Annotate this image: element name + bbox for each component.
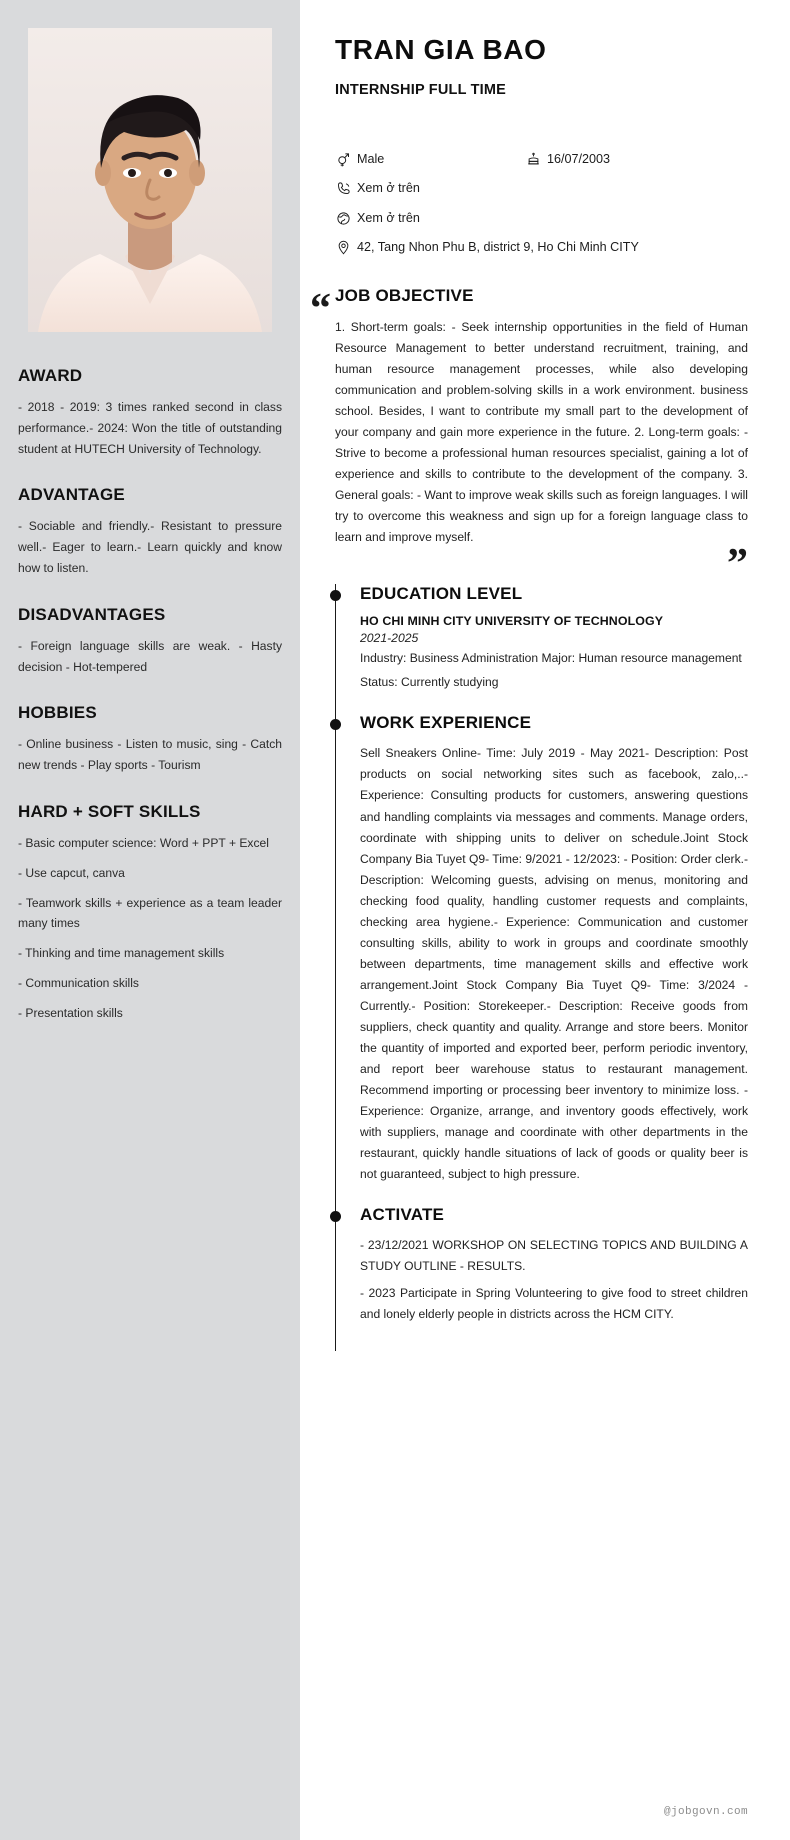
education-status: Status: Currently studying — [360, 675, 499, 690]
sidebar-section-skills — [18, 802, 282, 1024]
contact-birthday-value: 16/07/2003 — [547, 152, 611, 166]
timeline — [335, 584, 748, 1351]
quote-close-icon: ” — [727, 541, 748, 588]
contact-birthday — [525, 150, 610, 168]
phone-icon — [335, 180, 352, 197]
contact-website[interactable] — [335, 209, 420, 227]
quote-open-icon: “ — [310, 286, 331, 332]
section-body-advantage: - Sociable and friendly.- Resistant to pressure well.- Eager to learn.- Learn quickly and know how to listen. — [18, 519, 282, 575]
job-position-subtitle: INTERNSHIP FULL TIME — [335, 82, 507, 98]
contact-phone-value: Xem ở trên — [357, 181, 420, 196]
activate-line: - 23/12/2021 WORKSHOP ON SELECTING TOPICS AND BUILDING A STUDY OUTLINE - RESULTS. — [360, 1238, 748, 1274]
education-detail: Industry: Business Administration Major: Human resource management — [360, 651, 742, 666]
contact-row-website — [335, 209, 748, 227]
section-education-level — [360, 584, 748, 713]
skills-list — [18, 833, 282, 1024]
activate-line: - 2023 Participate in Spring Volunteering to give food to street children and lonely elderly people in districts across the HCM CITY. — [360, 1286, 748, 1322]
section-title-activate: ACTIVATE — [360, 1205, 445, 1225]
section-title-education: EDUCATION LEVEL — [360, 584, 523, 604]
sidebar-section-hobbies — [18, 703, 282, 776]
section-title-hobbies: HOBBIES — [18, 703, 97, 723]
section-title-disadvantages: DISADVANTAGES — [18, 604, 166, 624]
contact-address-value: 42, Tang Nhon Phu B, district 9, Ho Chi Minh CITY — [357, 239, 639, 254]
section-title-job-objective: JOB OBJECTIVE — [335, 286, 474, 305]
list-item: - Basic computer science: Word + PPT + Excel — [18, 835, 269, 850]
contact-row-phone — [335, 179, 748, 197]
contact-row-address — [335, 238, 748, 256]
page-title: TRAN GIA BAO — [335, 34, 547, 65]
main-column — [300, 0, 790, 1840]
watermark: @jobgovn.com — [663, 1806, 748, 1818]
section-body-job-objective: 1. Short-term goals: - Seek internship opportunities in the field of Human Resource Management to better understand recruitment, training, and human resource management processes, while also developing communication and problem-solving skills in a work environment. business school. Besides, I want to contribute my small part to the development of your company and gain more experience in the future. 2. Long-term goals: - Strive to become a professional human resources specialist, gaining a lot of experience and skills to contribute to the development of the company. 3. General goals: - Want to improve weak skills such as foreign languages. I will try to overcome this weakness and sign up for a foreign language class to learn and improve myself. — [335, 320, 748, 545]
section-title-skills: HARD + SOFT SKILLS — [18, 801, 201, 821]
section-title-award: AWARD — [18, 366, 83, 385]
section-body-work-experience: Sell Sneakers Online- Time: July 2019 - May 2021- Description: Post products on social networking sites such as facebook, zalo,..- Experience: Consulting products for customers, answering questions and handling complaints via messages and comments. Manage orders, coordinate with shipping units to deliver on schedule.Joint Stock Company Bia Tuyet Q9- Time: 9/2021 - 12/2023: - Position: Order clerk.- Description: Welcoming guests, advising on menus, monitoring and checking food quality, handling customer requests and complaints, checking area hygiene.- Experience: Communication and customer consulting skills, ability to work in groups and coordinate smoothly between departments, time management skills and effective work arrangement.Joint Stock Company Bia Tuyet Q9- Time: 3/2024 - Currently.- Position: Storekeeper.- Description: Receive goods from suppliers, check quantity and quality. Arrange and store beers. Monitor the quantity of imported and exported beer, perform periodic inventory, and report beer warehouse status to restaurant management. Recommend importing or processing beer inventory to minimize loss. - Experience: Organize, arrange, and inventory goods effectively, work with suppliers, manage and coordinate with other departments in the restaurant, quickly handle situations of lack of goods or quality beer is not guaranteed, subject to high pressure. — [360, 746, 748, 1182]
section-body-award: - 2018 - 2019: 3 times ranked second in class performance.- 2024: Won the title of outstanding student at HUTECH University of Technology. — [18, 400, 282, 456]
list-item: - Thinking and time management skills — [18, 946, 225, 961]
section-body-hobbies: - Online business - Listen to music, sing - Catch new trends - Play sports - Tourism — [18, 737, 282, 773]
section-title-advantage: ADVANTAGE — [18, 485, 125, 505]
portrait-illustration — [28, 28, 272, 332]
section-job-objective — [310, 286, 748, 588]
contact-address — [335, 238, 639, 256]
sidebar — [0, 0, 300, 1840]
contact-phone[interactable] — [335, 179, 420, 197]
list-item: - Use capcut, canva — [18, 865, 125, 880]
education-school: HO CHI MINH CITY UNIVERSITY OF TECHNOLOGY — [360, 614, 664, 629]
contact-row-gender-birthday — [335, 150, 748, 168]
contact-gender — [335, 150, 525, 168]
profile-photo — [28, 28, 272, 332]
list-item: - Teamwork skills + experience as a team leader many times — [18, 895, 282, 931]
contact-info — [335, 150, 748, 256]
globe-icon — [335, 210, 352, 227]
contact-gender-value: Male — [357, 152, 385, 166]
location-pin-icon — [335, 239, 352, 256]
section-work-experience — [360, 713, 748, 1205]
contact-website-value: Xem ở trên — [357, 210, 420, 225]
sidebar-section-award — [18, 366, 282, 459]
sidebar-section-disadvantages — [18, 605, 282, 678]
section-activate — [360, 1205, 748, 1351]
sidebar-section-advantage — [18, 485, 282, 578]
list-item: - Communication skills — [18, 975, 139, 990]
section-title-work-experience: WORK EXPERIENCE — [360, 713, 532, 733]
birthday-cake-icon — [525, 151, 542, 168]
section-body-disadvantages: - Foreign language skills are weak. - Hasty decision - Hot-tempered — [18, 638, 282, 674]
gender-male-icon — [335, 151, 352, 168]
list-item: - Presentation skills — [18, 1005, 123, 1020]
education-years: 2021-2025 — [360, 631, 419, 646]
